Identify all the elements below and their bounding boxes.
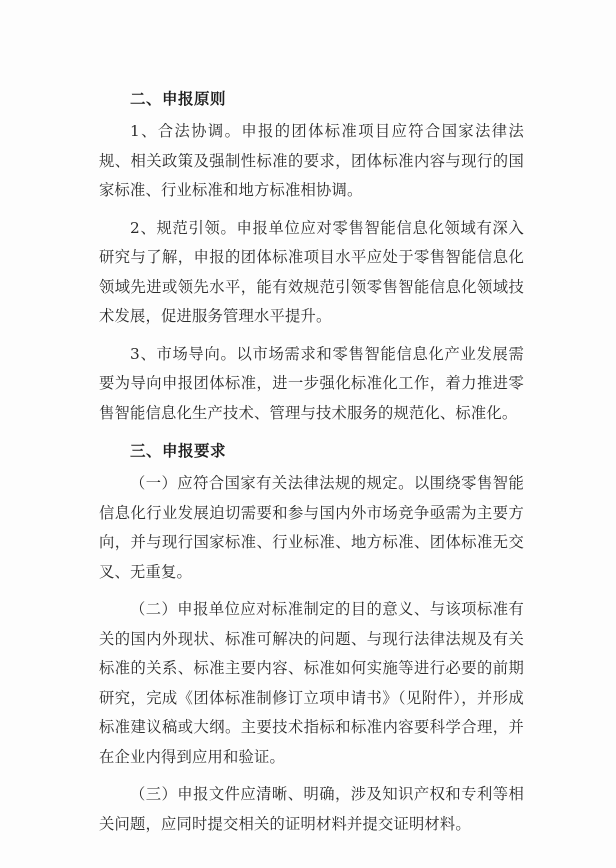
document-body <box>99 84 524 847</box>
requirement-3: （三）申报文件应清晰、明确，涉及知识产权和专利等相关问题，应同时提交相关的证明材料并提交证明材料。 <box>99 785 524 833</box>
principle-legal-coordination: 1、合法协调。申报的团体标准项目应符合国家法律法规、相关政策及强制性标准的要求，团体标准内容与现行的国家标准、行业标准和地方标准相协调。 <box>99 122 524 199</box>
section-heading-principles: 二、申报原则 <box>130 90 227 108</box>
principle-market-orientation: 3、市场导向。以市场需求和零售智能信息化产业发展需要为导向申报团体标准，进一步强化标准化工作，着力推进零售智能信息化生产技术、管理与技术服务的规范化、标准化。 <box>99 344 524 422</box>
principle-normative-leadership: 2、规范引领。申报单位应对零售智能信息化领域有深入研究与了解，申报的团体标准项目水平应处于零售智能信息化领域先进或领先水平，能有效规范引领零售智能信息化领域技术发展，促进服务管理水平提升。 <box>99 218 524 325</box>
requirement-2: （二）申报单位应对标准制定的目的意义、与该项标准有关的国内外现状、标准可解决的问题、与现行法律法规及有关标准的关系、标准主要内容、标准如何实施等进行必要的前期研究，完成《团体标准制修订立项申请书》（见附件），并形成标准建议稿或大纲。主要技术指标和标准内容要科学合理，并在企业内得到应用和验证。 <box>99 600 524 766</box>
section-heading-requirements: 三、申报要求 <box>130 442 227 460</box>
requirement-1: （一）应符合国家有关法律法规的规定。以围绕零售智能信息化行业发展迫切需要和参与国内外市场竞争亟需为主要方向，并与现行国家标准、行业标准、地方标准、团体标准无交叉、无重复。 <box>99 474 524 581</box>
